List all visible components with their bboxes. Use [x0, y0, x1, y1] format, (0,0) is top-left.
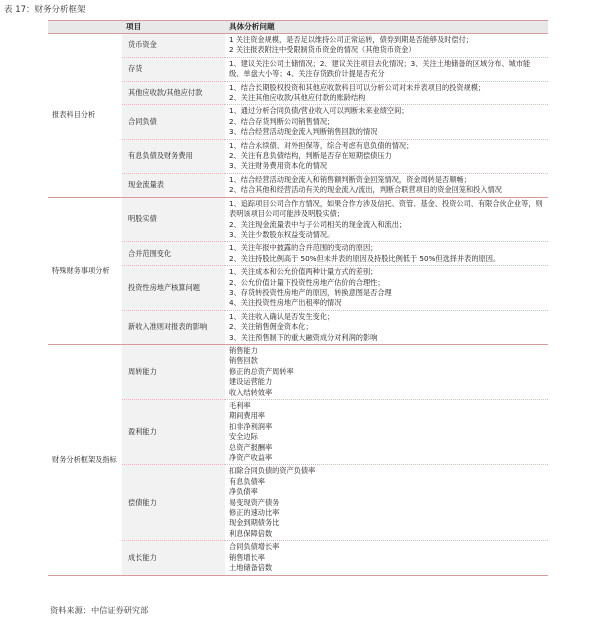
category-cell [48, 344, 122, 575]
detail-line: 2、公允价值计量下投资性房地产估价的合理性； [229, 277, 385, 287]
header-item: 项目 [122, 21, 225, 34]
detail-line: 1、通过分析合同负债/营业收入可以判断未来业绩空间； [229, 106, 409, 116]
detail-line: 3、关注预售制下的重大融资成分对利润的影响 [229, 332, 378, 342]
detail-cell [225, 34, 548, 58]
detail-cell [225, 541, 548, 575]
detail-line: 1、关注年报中披露的合并范围的变动的原因； [229, 243, 378, 253]
item-cell: 存货 [122, 57, 225, 81]
detail-line: 2、关注现金流量表中与子公司相关的现金流入和流出； [229, 219, 407, 229]
table-row [48, 34, 548, 58]
detail-cell [225, 57, 548, 81]
detail-cell [225, 197, 548, 242]
detail-line: 合同负债增长率 [229, 542, 280, 552]
category-cell [48, 197, 122, 344]
category-label: 特殊财务事项分析 [52, 265, 110, 275]
table-row [48, 400, 548, 465]
item-cell: 周转能力 [122, 344, 225, 399]
detail-line: 净负债率 [229, 487, 258, 497]
detail-line: 销售回款 [229, 356, 258, 366]
table-row [48, 266, 548, 311]
item-cell: 偿债能力 [122, 465, 225, 541]
detail-line: 4、关注投资性房地产出租率的情况 [229, 298, 342, 308]
detail-line: 修正的总资产周转率 [229, 366, 294, 376]
detail-line: 2、关注其他应收款/其他应付款的账龄结构 [229, 93, 366, 103]
detail-line: 2、结合其他和经营活动有关的现金流入/流出，判断合联营项目的资金回笼和投入情况 [229, 185, 502, 195]
source-note: 资料来源：中信证券研究部 [50, 605, 149, 615]
table-row [48, 310, 548, 344]
item-cell: 货币资金 [122, 34, 225, 58]
table-caption: 表 17：财务分析框架 [4, 5, 86, 15]
detail-cell [225, 242, 548, 266]
detail-line: 总资产报酬率 [229, 442, 273, 452]
table-row [48, 81, 548, 105]
detail-line: 2 关注报表附注中受限制货币资金的情况（其他货币资金） [229, 45, 416, 55]
detail-line: 现金到期债务比 [229, 518, 280, 528]
item-cell: 有息负债及财务费用 [122, 139, 225, 173]
detail-line: 扣除合同负债的资产负债率 [229, 466, 316, 476]
item-cell: 其他应收款/其他应付款 [122, 81, 225, 105]
detail-line: 扣非净利润率 [229, 421, 273, 431]
item-cell: 合并范围变化 [122, 242, 225, 266]
table-row [48, 105, 548, 139]
detail-line: 1 关注资金规模，是否足以维持公司正常运转，债券到期是否能够及时偿付； [229, 35, 474, 44]
detail-line: 3、结合经营活动现金流入判断销售回款的情况 [229, 127, 378, 137]
detail-line: 3、存货转投资性房地产的原因，转换意图是否合理 [229, 287, 392, 297]
detail-cell [225, 81, 548, 105]
detail-line: 1、结合永续债、对外担保等，综合考虑有息负债的情况； [229, 140, 414, 150]
detail-line: 3、关注少数股东权益变动情况。 [229, 229, 335, 239]
detail-cell [225, 400, 548, 465]
detail-cell [225, 465, 548, 541]
detail-line: 土地储备倍数 [229, 563, 273, 573]
table-row [48, 344, 548, 399]
detail-line: 收入结转效率 [229, 387, 273, 397]
detail-line: 销售能力 [229, 345, 258, 355]
table-row [48, 197, 548, 242]
detail-line: 安全边际 [229, 432, 258, 442]
table-body [48, 34, 548, 576]
item-cell: 投资性房地产核算问题 [122, 266, 225, 311]
detail-line: 期间费用率 [229, 411, 265, 421]
detail-cell [225, 344, 548, 399]
detail-line: 2、关注有息负债结构，判断是否存在短期偿债压力 [229, 151, 392, 161]
item-cell: 现金流量表 [122, 173, 225, 197]
detail-line: 1、结合长期股权投资和其他应收款科目可以分析公司对未并表项目的投资规模； [229, 82, 486, 92]
detail-line: 2、关注持股比例高于 50%但未并表的原因及持股比例低于 50%但选择并表的原因。 [229, 253, 501, 263]
detail-line: 1、结合经营活动现金流入和销售额判断资金回笼情况，资金周转是否顺畅； [229, 174, 471, 184]
detail-cell [225, 173, 548, 197]
category-cell [48, 34, 122, 198]
category-label: 报表科目分析 [52, 110, 96, 120]
detail-line: 毛利率 [229, 401, 251, 410]
table-row [48, 541, 548, 575]
table-row [48, 173, 548, 197]
table-row [48, 139, 548, 173]
detail-cell [225, 105, 548, 139]
detail-line: 销售增长率 [229, 552, 265, 562]
detail-line: 修正的速动比率 [229, 508, 280, 518]
detail-line: 利息保障倍数 [229, 528, 273, 538]
item-cell: 盈利能力 [122, 400, 225, 465]
detail-line: 有息负债率 [229, 476, 265, 486]
financial-analysis-table [48, 21, 548, 576]
header-detail: 具体分析问题 [225, 21, 548, 34]
table-row [48, 465, 548, 541]
detail-cell [225, 266, 548, 311]
detail-line: 建设运营能力 [229, 377, 273, 387]
category-label: 财务分析框架及指标 [52, 454, 117, 464]
detail-line: 2、关注销售佣金资本化； [229, 322, 313, 332]
detail-line: 1、建议关注公司土储情况；2、建议关注项目去化情况；3、关注土地储备的区域分布、城市能级、单盘大小等；4、关注存货跌价计提是否充分 [229, 58, 531, 79]
detail-cell [225, 310, 548, 344]
item-cell: 新收入准则对报表的影响 [122, 310, 225, 344]
item-cell: 明股实债 [122, 197, 225, 242]
detail-line: 1、追踪项目公司合作方情况，如果合作方涉及信托、资管、基金、投资公司、有限合伙企业等，则表明该项目公司可能涉及明股实债； [229, 198, 543, 219]
detail-line: 1、关注成本和公允价值两种计量方式的差别； [229, 267, 378, 277]
table-row [48, 57, 548, 81]
item-cell: 合同负债 [122, 105, 225, 139]
detail-line: 易变现资产债务 [229, 497, 280, 507]
item-cell: 成长能力 [122, 541, 225, 575]
table-row [48, 242, 548, 266]
detail-line: 净资产收益率 [229, 453, 273, 463]
table-header-row [48, 21, 548, 34]
detail-cell [225, 139, 548, 173]
detail-line: 2、结合存货判断公司销售情况； [229, 116, 335, 126]
detail-line: 1、关注收入确认是否发生变化； [229, 311, 335, 321]
detail-line: 3、关注财务费用资本化的情况 [229, 161, 328, 171]
header-blank [48, 21, 122, 34]
